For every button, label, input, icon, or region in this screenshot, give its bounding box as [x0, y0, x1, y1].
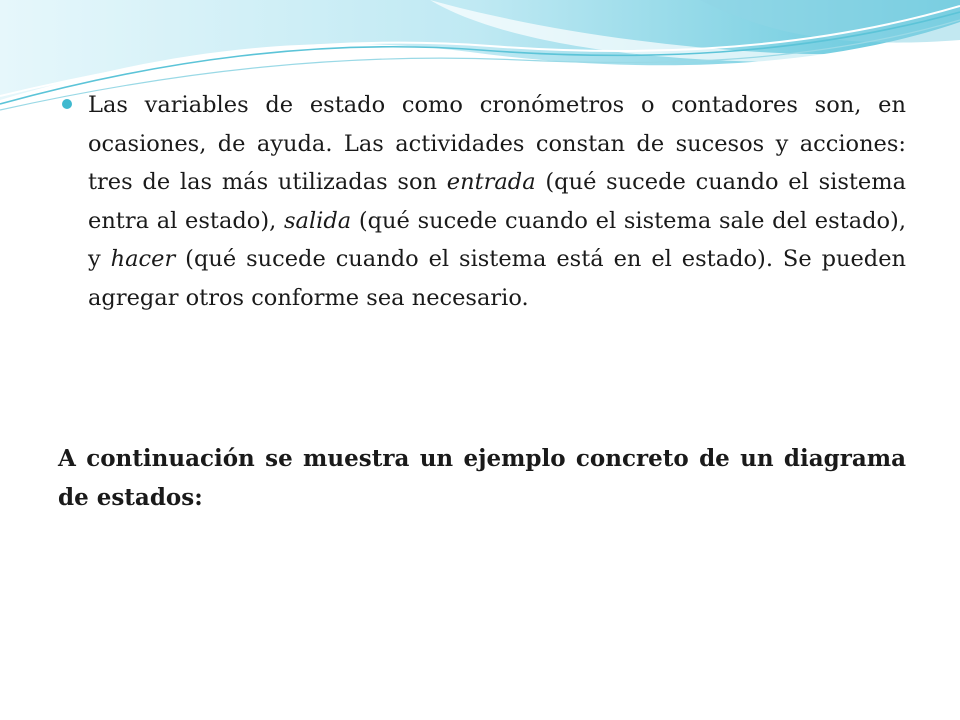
bullet-segment: (qué sucede cuando el sistema está en el estado). Se pueden agregar otros conforme sea necesario. [88, 246, 906, 311]
bullet-segment: (qué sucede cuando el sistema entra al estado), [88, 169, 906, 234]
bullet-segment: (qué sucede cuando el sistema sale del estado), y [88, 207, 906, 273]
bullet-item [62, 86, 906, 318]
bullet-text [88, 86, 906, 318]
conclusion-paragraph: A continuación se muestra un ejemplo concreto de un diagrama de estados: [58, 445, 906, 511]
bullet-dot-icon [62, 99, 72, 109]
bullet-segment-italic: entrada [446, 169, 536, 196]
bullet-segment: Las variables de estado como cronómetros o contadores son, en ocasiones, de ayuda. Las actividades constan de sucesos y acciones: tres de las más utilizadas son [88, 92, 906, 196]
bullet-segment-italic: salida [283, 207, 352, 234]
bullet-segment-italic: hacer [110, 246, 176, 273]
